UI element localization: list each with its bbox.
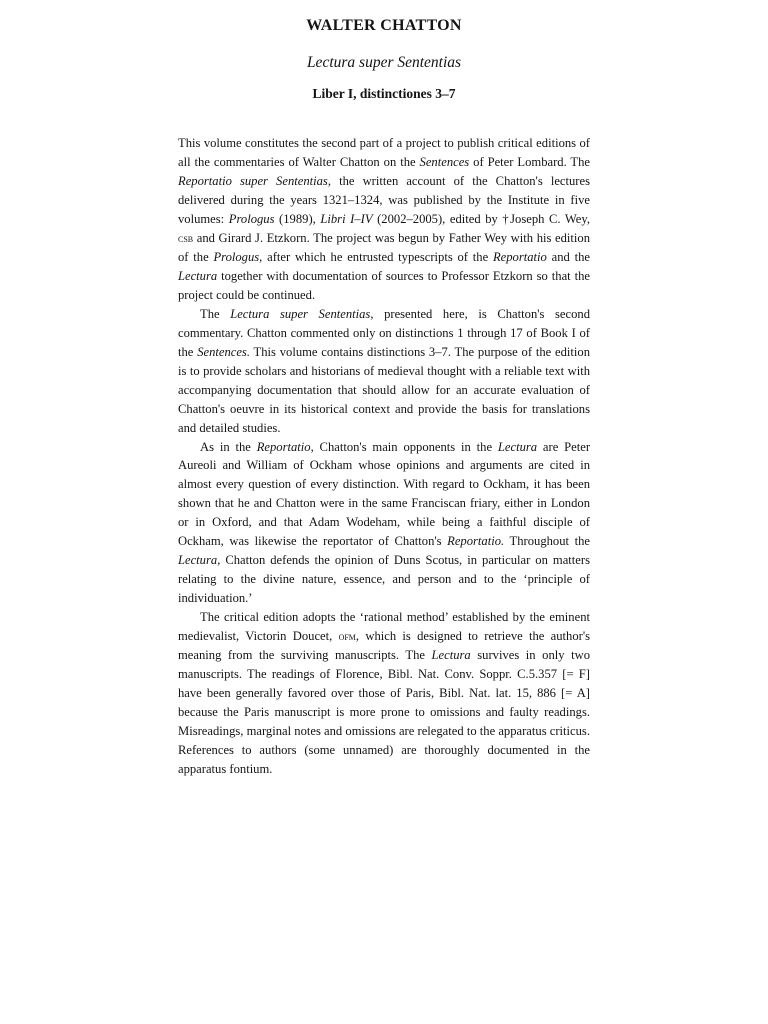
text-run: , presented here, is Chatton's second commentary. Chatton commented only on distinctions 1 through 17 of Book I of the	[178, 307, 590, 359]
italic-run: Lectura	[497, 439, 538, 454]
text-run: As in the	[200, 439, 257, 454]
italic-run: Lectura super Sententias	[230, 307, 371, 322]
text-run: This volume constitutes the second part of a project to publish critical editions of all the commentaries of Walter Chatton on the	[178, 136, 590, 169]
text-run: , which is designed to retrieve the author's meaning from the surviving manuscripts. The	[178, 628, 591, 663]
text-run: and Girard J. Etzkorn. The project was begun by Father Wey with his edition of the	[178, 230, 590, 265]
italic-run: Lectura	[178, 269, 218, 284]
small-caps-run: ofm	[338, 630, 356, 643]
paragraph-3	[178, 438, 590, 608]
body-text	[178, 134, 590, 779]
italic-run: Reportatio super Sententias	[178, 173, 328, 188]
text-run: The critical edition adopts the ‘rational method’ established by the eminent medievalist, Victorin Doucet,	[178, 609, 590, 643]
text-run: survives in only two manuscripts. The readings of Florence, Bibl. Nat. Conv. Soppr. C.5.357 [= F] have been generally favored over those of Paris, Bibl. Nat. lat. 15, 886 [= A] because the Paris manuscript is more prone to omissions and faulty readings. Misreadings, marginal notes and omissions are relegated to the apparatus criticus. References to authors (some unnamed) are thoroughly documented in the apparatus fontium.	[178, 648, 590, 776]
italic-run: Prologus	[228, 211, 275, 226]
italic-run: Reportatio.	[447, 534, 505, 549]
italic-run: Prologus,	[213, 250, 263, 265]
text-run: (2002–2005), edited by †Joseph C. Wey,	[372, 211, 590, 226]
paragraph-4	[178, 608, 590, 779]
italic-run: Sentences.	[197, 344, 250, 359]
book-subtitle: Liber I, distinctiones 3–7	[312, 86, 456, 101]
book-title: Lectura super Sententias	[306, 54, 462, 71]
italic-run: Reportatio	[256, 439, 311, 454]
text-run: (1989),	[274, 211, 321, 226]
text-run: , Chatton defends the opinion of Duns Scotus, in particular on matters relating to the divine nature, essence, and person and to the ‘principle of individuation.’	[178, 552, 590, 605]
text-run: The	[200, 307, 231, 322]
small-caps-run: csb	[178, 232, 194, 245]
italic-run: Lectura	[178, 552, 218, 567]
author-name: WALTER CHATTON	[306, 17, 462, 34]
text-run: , Chatton's main opponents in the	[310, 439, 498, 454]
text-run: Throughout the	[504, 534, 590, 549]
italic-run: Lectura	[431, 648, 471, 663]
text-run: of Peter Lombard. The	[469, 154, 591, 169]
paragraph-1	[178, 134, 590, 305]
text-run: together with documentation of sources to Professor Etzkorn so that the project could be continued.	[178, 269, 590, 303]
text-run: This volume contains distinctions 3–7. The purpose of the edition is to provide scholars and historians of medieval thought with a reliable text with accompanying documentation that should allow for an accurate evaluation of Chatton's oeuvre in its historical context and provide the basis for translations and detailed studies.	[178, 344, 590, 435]
text-run: and the	[546, 250, 590, 265]
paragraph-2	[178, 305, 590, 437]
italic-run: Sentences	[419, 154, 470, 169]
italic-run: Reportatio	[492, 250, 547, 265]
text-run: after which he entrusted typescripts of the	[262, 250, 493, 265]
italic-run: Libri I–IV	[320, 211, 373, 226]
text-run: are Peter Aureoli and William of Ockham whose opinions and arguments are cited in almost every question of every distinction. With regard to Ockham, it has been shown that he and Chatton were in the same Franciscan friary, either in London or in Oxford, and that Adam Wodeham, while being a faithful disciple of Ockham, was likewise the reportator of Chatton's	[178, 439, 591, 549]
text-run: , the written account of the Chatton's lectures delivered during the years 1321–1324, was published by the Institute in five volumes:	[178, 173, 590, 226]
